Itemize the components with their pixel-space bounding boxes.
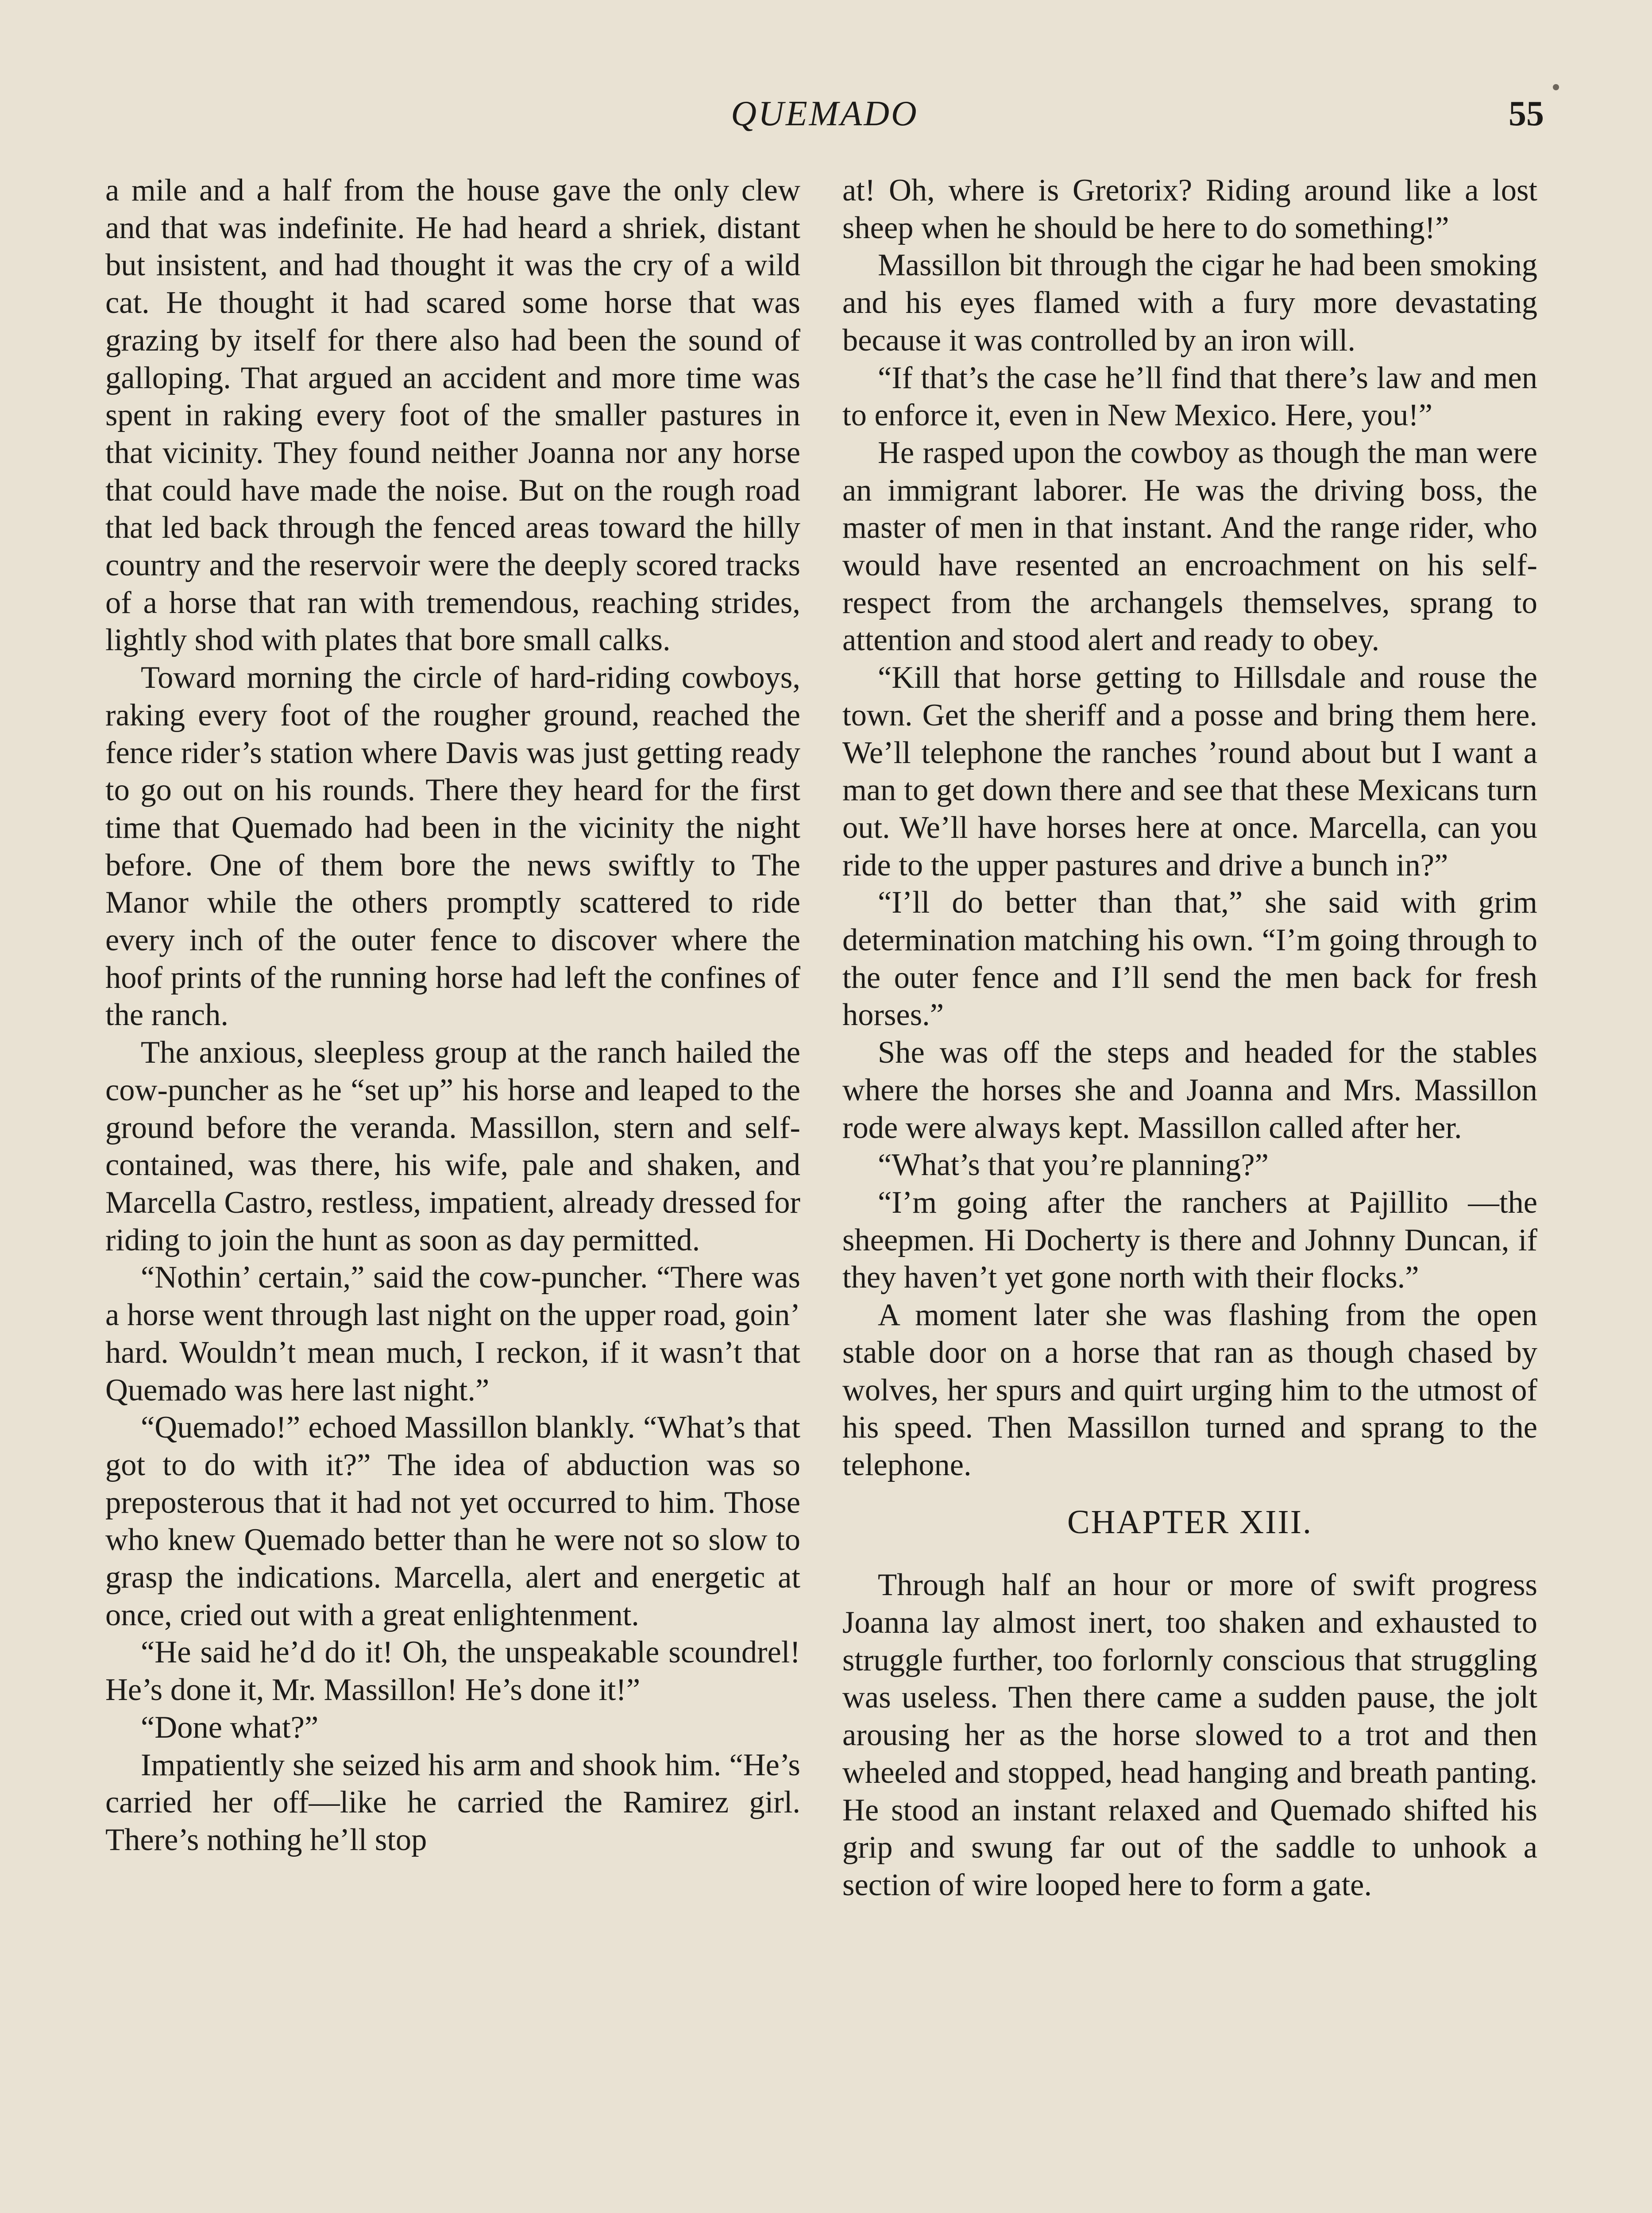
paragraph: a mile and a half from the house gave the only clew and that was indefinite. He had heard a shriek, distant but insistent, and had thought it was the cry of a wild cat. He thought it had scared some horse that was grazing by itself for there also had been the sound of galloping. That argued an accident and more time was spent in raking every foot of the smaller pastures in that vicinity. They found neither Joanna nor any horse that could have made the noise. But on the rough road that led back through the fenced areas toward the hilly country and the reservoir were the deeply scored tracks of a horse that ran with tremendous, reaching strides, lightly shod with plates that bore small calks. bbox=[105, 173, 800, 658]
paragraph: “Nothin’ certain,” said the cow-puncher. “There was a horse went through last night on the upper road, goin’ hard. Wouldn’t mean much, I reckon, if it wasn’t that Quemado was here last night.” bbox=[105, 1260, 800, 1407]
paragraph: A moment later she was flashing from the open stable door on a horse that ran as though chased by wolves, her spurs and quirt urging him to the utmost of his speed. Then Massillon turned and sprang to the telephone. bbox=[842, 1298, 1537, 1482]
ink-speck bbox=[1553, 84, 1559, 90]
running-title: QUEMADO bbox=[731, 94, 919, 133]
right-column bbox=[842, 172, 1537, 1904]
paragraph: Impatiently she seized his arm and shook him. “He’s carried her off—like he carried the Ramirez girl. There’s nothing he’ll stop bbox=[105, 1747, 800, 1857]
paragraph: “If that’s the case he’ll find that there’s law and men to enforce it, even in New Mexico. Here, you!” bbox=[842, 360, 1537, 433]
paragraph: “What’s that you’re planning?” bbox=[878, 1148, 1269, 1183]
left-column bbox=[105, 172, 800, 1859]
paragraph: “Kill that horse getting to Hillsdale and rouse the town. Get the sheriff and a posse and bring them here. We’ll telephone the ranches ’round about but I want a man to get down there and see that these Mexicans turn out. We’ll have horses here at once. Marcella, can you ride to the upper pastures and drive a bunch in?” bbox=[842, 660, 1537, 883]
paragraph: “I’m going after the ranchers at Pajillito —the sheepmen. Hi Docherty is there and Johnny Duncan, if they haven’t yet gone north with their flocks.” bbox=[842, 1185, 1537, 1295]
paragraph: “Quemado!” echoed Massillon blankly. “What’s that got to do with it?” The idea of abduction was so preposterous that it had not yet occurred to him. Those who knew Quemado better than he were not so slow to grasp the indications. Marcella, alert and energetic at once, cried out with a great enlightenment. bbox=[105, 1410, 800, 1632]
paragraph: She was off the steps and headed for the stables where the horses she and Joanna and Mrs. Massillon rode were always kept. Massillon called after her. bbox=[842, 1035, 1537, 1145]
paragraph: “He said he’d do it! Oh, the unspeakable scoundrel! He’s done it, Mr. Massillon! He’s done it!” bbox=[105, 1635, 800, 1708]
page-header bbox=[105, 94, 1544, 147]
paragraph: “Done what?” bbox=[141, 1710, 319, 1745]
page-number: 55 bbox=[1509, 94, 1544, 133]
paragraph: “I’ll do better than that,” she said with grim determination matching his own. “I’m going through to the outer fence and I’ll send the men back for fresh horses.” bbox=[842, 885, 1537, 1033]
paragraph: Massillon bit through the cigar he had been smoking and his eyes flamed with a fury more devastating because it was controlled by an iron will. bbox=[842, 248, 1537, 358]
paragraph: Toward morning the circle of hard-riding cowboys, raking every foot of the rougher ground, reached the fence rider’s station where Davis was just getting ready to go out on his rounds. There they heard for the first time that Quemado had been in the vicinity the night before. One of them bore the news swiftly to The Manor while the others promptly scattered to ride every inch of the outer fence to discover where the hoof prints of the running horse had left the confines of the ranch. bbox=[105, 660, 800, 1033]
paragraph: The anxious, sleepless group at the ranch hailed the cow-puncher as he “set up” his horse and leaped to the ground before the veranda. Massillon, stern and self-contained, was there, his wife, pale and shaken, and Marcella Castro, restless, impatient, already dressed for riding to join the hunt as soon as day permitted. bbox=[105, 1035, 800, 1257]
paragraph: Through half an hour or more of swift progress Joanna lay almost inert, too shaken and exhausted to struggle further, too forlornly conscious that struggling was useless. Then there came a sudden pause, the jolt arousing her as the horse slowed to a trot and then wheeled and stopped, head hanging and breath panting. He stood an instant relaxed and Quemado shifted his grip and swung far out of the saddle to unhook a section of wire looped here to form a gate. bbox=[842, 1568, 1537, 1902]
paragraph: He rasped upon the cowboy as though the man were an immigrant laborer. He was the driving boss, the master of men in that instant. And the range rider, who would have resented an encroachment on his self-respect from the archangels themselves, sprang to attention and stood alert and ready to obey. bbox=[842, 435, 1537, 658]
chapter-heading: CHAPTER XIII. bbox=[1067, 1503, 1313, 1541]
paragraph: at! Oh, where is Gretorix? Riding around like a lost sheep when he should be here to do something!” bbox=[842, 173, 1537, 245]
